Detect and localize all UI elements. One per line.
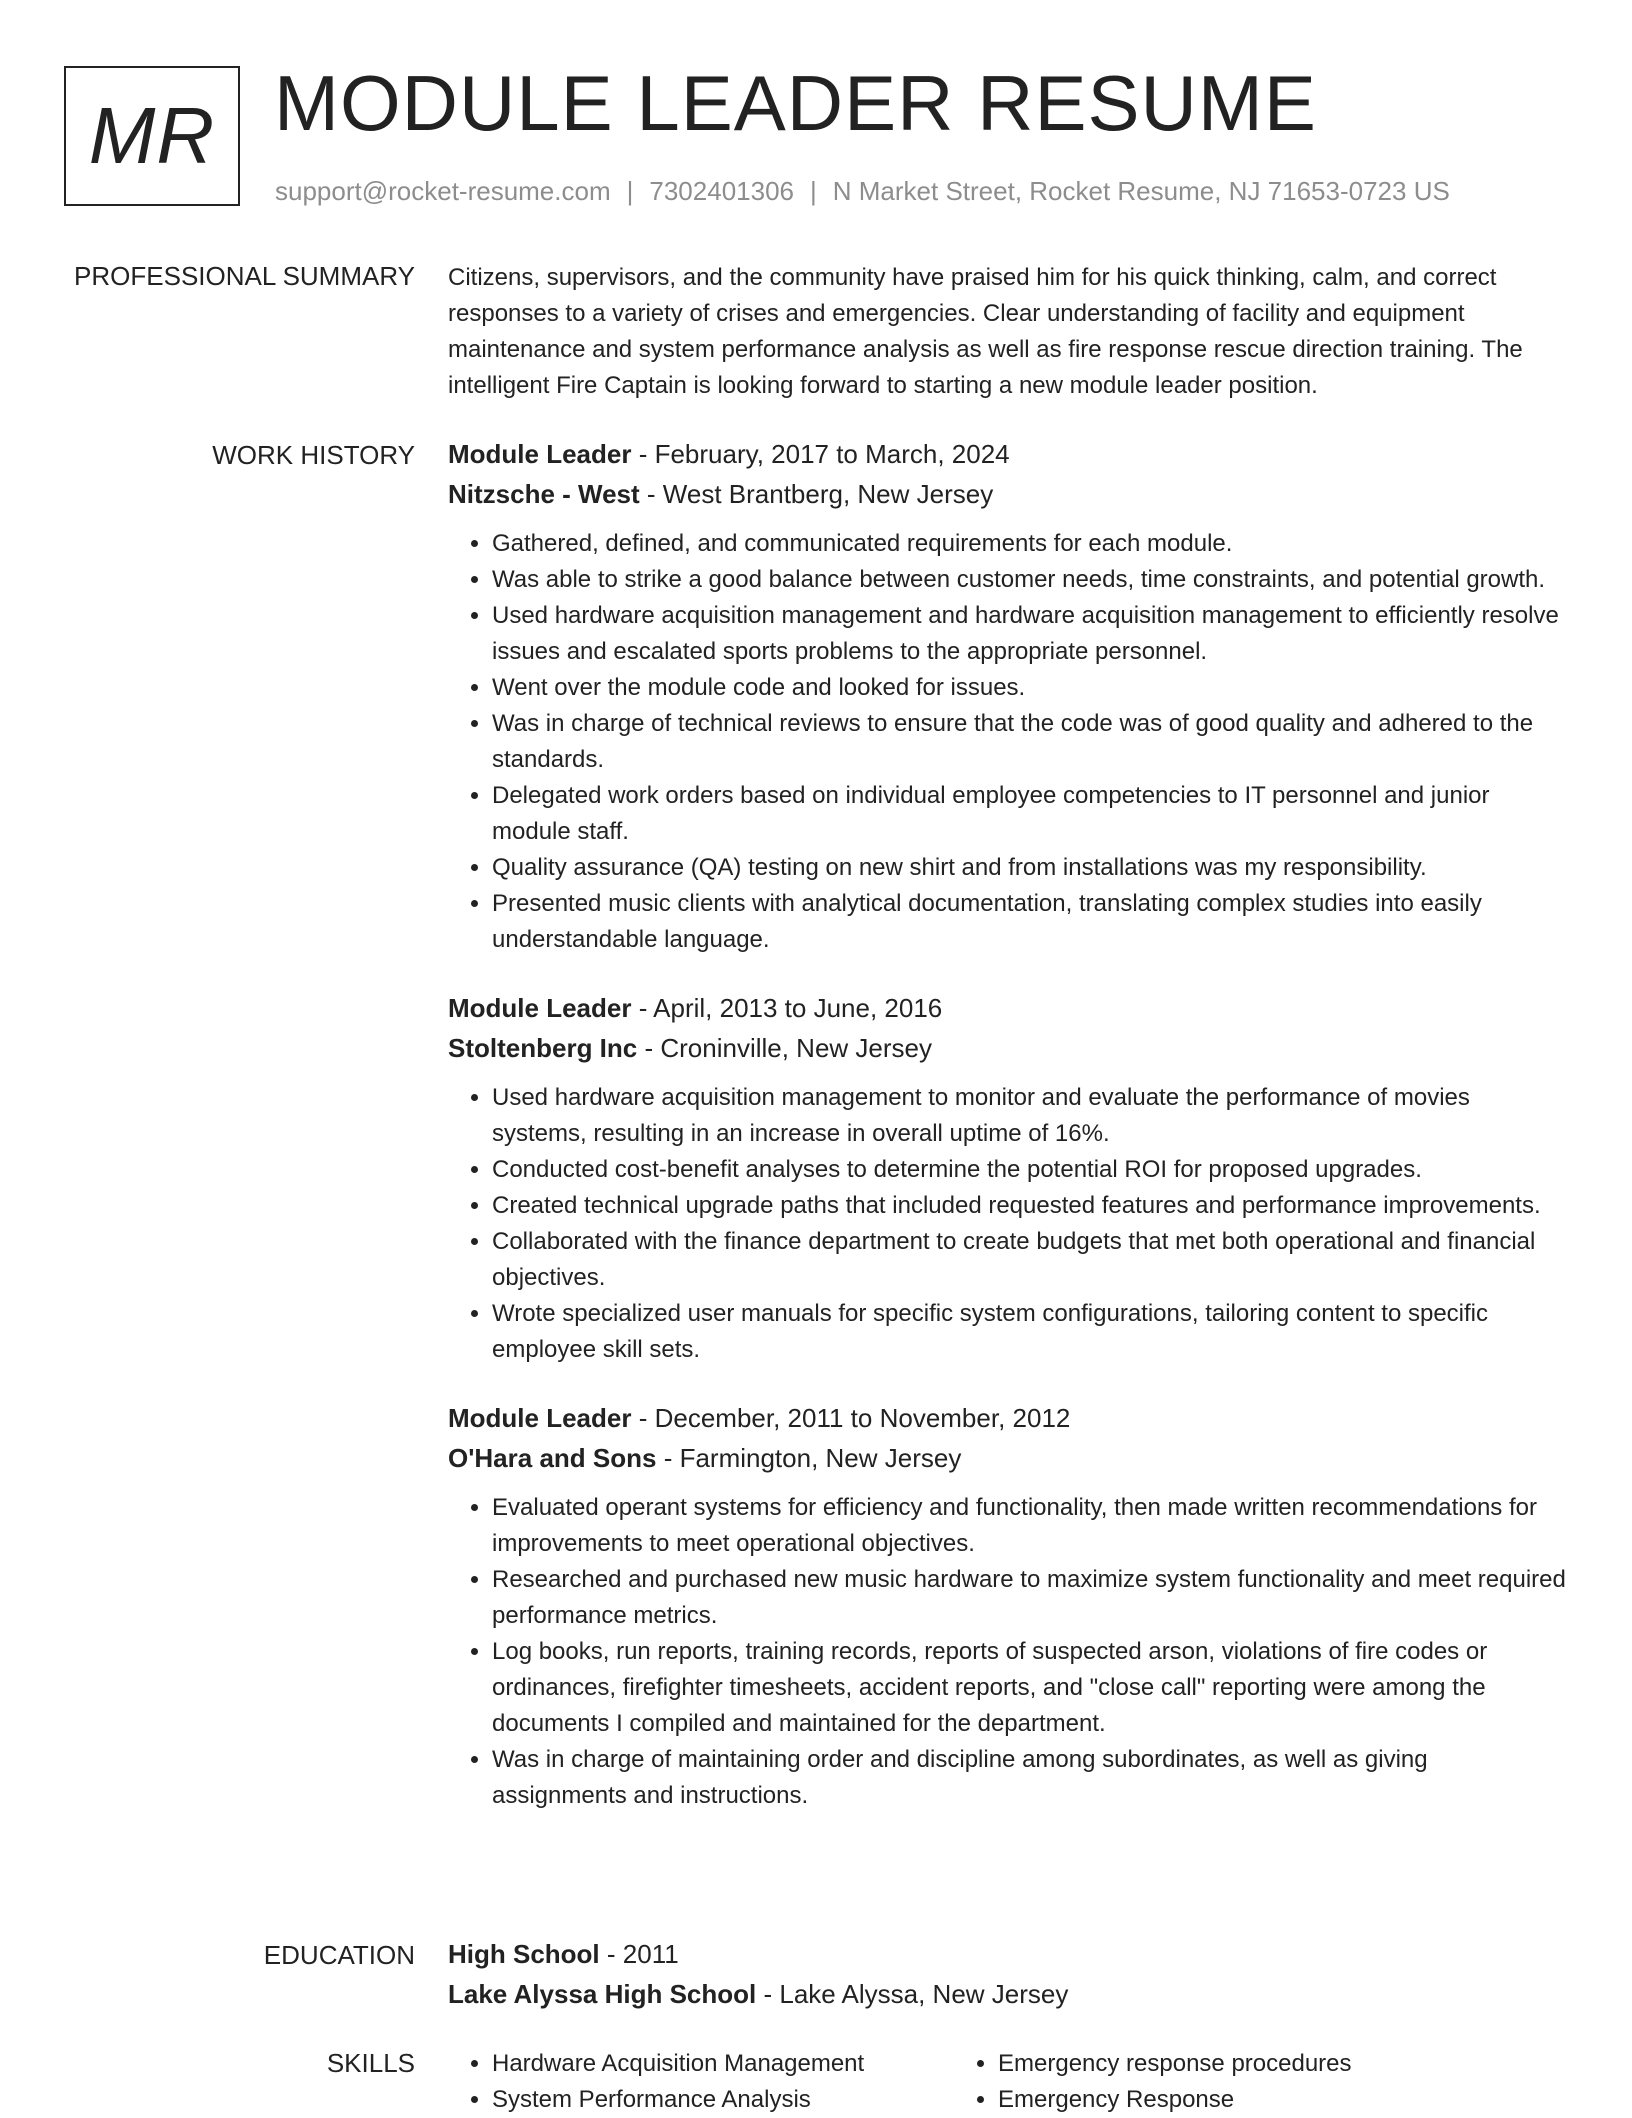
list-item: • System Performance Analysis [492,2082,954,2118]
contact-email: support@rocket-resume.com [275,176,611,206]
education-location: - Lake Alyssa, New Jersey [756,1979,1069,2009]
job-title: Module Leader [448,1403,632,1433]
job-title: Module Leader [448,993,632,1023]
section-label-skills: SKILLS [326,2048,415,2078]
section-label-education: EDUCATION [263,1940,415,1970]
education-degree-line [448,1934,1568,1974]
list-item: • Created technical upgrade paths that included requested features and performance improvements. [492,1188,1568,1224]
list-item: • Log books, run reports, training records, reports of suspected arson, violations of fire codes or ordinances, firefighter timesheets, accident reports, and "close call" reporting were among the documents I compiled and maintained for the department. [492,1634,1568,1742]
list-item: • Emergency response procedures [998,2046,1460,2082]
job-dates: - December, 2011 to November, 2012 [631,1403,1071,1433]
list-item: • Evaluated operant systems for efficiency and functionality, then made written recommendations for improvements to meet operational objectives. [492,1490,1568,1562]
list-item: • Gathered, defined, and communicated requirements for each module. [492,526,1568,562]
list-item: • Quality assurance (QA) testing on new shirt and from installations was my responsibility. [492,850,1568,886]
job-company-line [448,474,1568,514]
section-label-work-history: WORK HISTORY [212,440,415,470]
skills-body [448,2046,1568,2118]
job-company-line [448,1438,1568,1478]
job-entry [448,988,1568,1368]
job-title: Module Leader [448,439,632,469]
list-item: • Emergency Response [998,2082,1460,2118]
list-item: • Conducted cost-benefit analyses to determine the potential ROI for proposed upgrades. [492,1152,1568,1188]
skills-list-left [448,2046,954,2118]
contact-separator: | [626,176,634,206]
job-entry [448,434,1568,958]
resume-title: MODULE LEADER RESUME [274,59,1317,147]
list-item: • Presented music clients with analytical documentation, translating complex studies into easily understandable language. [492,886,1568,958]
education-school-line [448,1974,1568,2014]
skills-columns [448,2046,1568,2118]
list-item: • Was in charge of technical reviews to ensure that the code was of good quality and adhered to the standards. [492,706,1568,778]
list-item: • Wrote specialized user manuals for specific system configurations, tailoring content to specific employee skill sets. [492,1296,1568,1368]
contact-address: N Market Street, Rocket Resume, NJ 71653-0723 US [832,176,1450,206]
summary-body [448,260,1568,404]
job-bullets [448,1490,1568,1814]
job-title-line [448,1398,1568,1438]
job-location: - Farmington, New Jersey [656,1443,962,1473]
job-bullets [448,526,1568,958]
job-company: Stoltenberg Inc [448,1033,638,1063]
list-item: • Was able to strike a good balance between customer needs, time constraints, and potential growth. [492,562,1568,598]
contact-phone: 7302401306 [649,176,794,206]
education-year: - 2011 [599,1939,679,1969]
list-item: • Went over the module code and looked for issues. [492,670,1568,706]
list-item: • Researched and purchased new music hardware to maximize system functionality and meet required performance metrics. [492,1562,1568,1634]
section-label-summary: PROFESSIONAL SUMMARY [74,261,415,291]
list-item: • Hardware Acquisition Management [492,2046,954,2082]
job-dates: - April, 2013 to June, 2016 [631,993,943,1023]
education-body [448,1934,1568,2014]
list-item: • Was in charge of maintaining order and discipline among subordinates, as well as giving assignments and instructions. [492,1742,1568,1814]
summary-text: Citizens, supervisors, and the community have praised him for his quick thinking, calm, and correct responses to a variety of crises and emergencies. Clear understanding of facility and equipment maintenance and system performance analysis as well as fire response rescue direction training. The intelligent Fire Captain is looking forward to starting a new module leader position. [448,264,1523,399]
work-history-body [448,434,1568,1844]
contact-line [275,176,1450,207]
job-title-line [448,434,1568,474]
job-location: - Croninville, New Jersey [637,1033,932,1063]
job-title-line [448,988,1568,1028]
education-degree: High School [448,1939,600,1969]
education-school: Lake Alyssa High School [448,1979,757,2009]
job-company: O'Hara and Sons [448,1443,657,1473]
monogram-logo: MR [64,66,240,206]
job-dates: - February, 2017 to March, 2024 [631,439,1010,469]
skills-list-right [954,2046,1460,2118]
job-company: Nitzsche - West [448,479,640,509]
job-entry [448,1398,1568,1814]
job-company-line [448,1028,1568,1068]
job-bullets [448,1080,1568,1368]
list-item: • Delegated work orders based on individual employee competencies to IT personnel and junior module staff. [492,778,1568,850]
list-item: • Used hardware acquisition management to monitor and evaluate the performance of movies systems, resulting in an increase in overall uptime of 16%. [492,1080,1568,1152]
contact-separator: | [810,176,817,206]
list-item: • Used hardware acquisition management and hardware acquisition management to efficiently resolve issues and escalated sports problems to the appropriate personnel. [492,598,1568,670]
job-location: - West Brantberg, New Jersey [639,479,994,509]
list-item: • Collaborated with the finance department to create budgets that met both operational and financial objectives. [492,1224,1568,1296]
